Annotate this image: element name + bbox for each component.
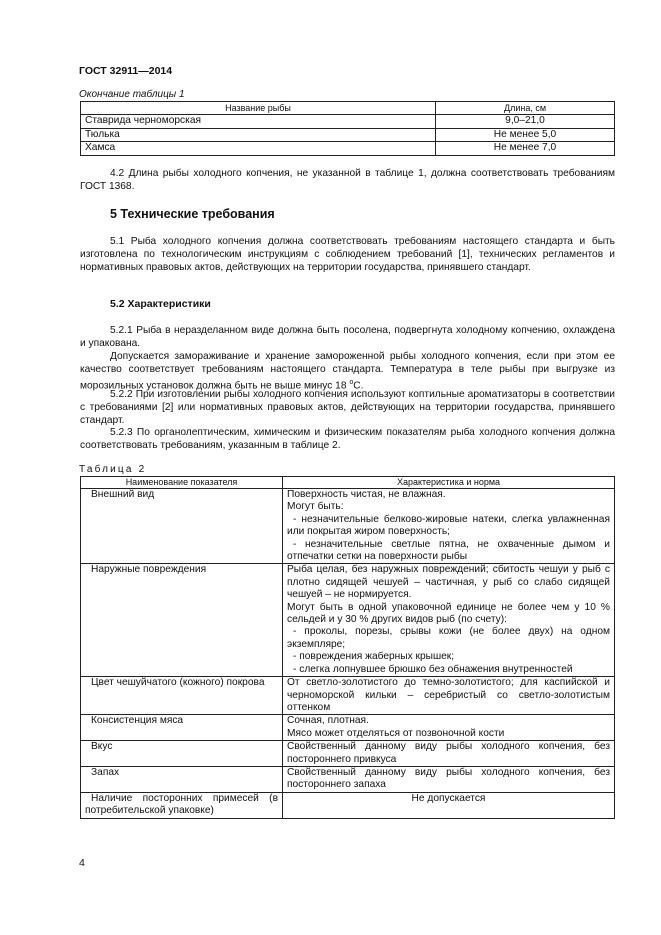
table-row [81, 489, 615, 564]
norm-cell: Свойственный данному виду рыбы холодного копчения, без постороннего привкуса [283, 741, 615, 767]
section-5-2-heading: 5.2 Характеристики [110, 298, 211, 310]
paragraph-freezing: Допускается замораживание и хранение замороженной рыбы холодного копчения, если при этом ее качество соответствует требованиям настоящего стандарта. Температура в теле рыбы при выгрузке из морозильных установок должна быть не выше минус 18 $^о$С. [80, 351, 615, 392]
table-row [81, 766, 615, 792]
section-5-heading: 5 Технические требования [110, 207, 275, 221]
indicator-cell: Наличие посторонних примесей (в потребительской упаковке) [81, 792, 283, 818]
table1-caption: Окончание таблицы 1 [79, 89, 185, 100]
table1 [80, 101, 615, 156]
document-header: ГОСТ 32911—2014 [79, 65, 173, 77]
table2-caption: Таблица 2 [79, 464, 147, 475]
fish-length-cell: Не менее 5,0 [436, 128, 615, 142]
table-row [81, 715, 615, 741]
indicator-cell: Цвет чешуйчатого (кожного) покрова [81, 677, 283, 715]
fish-name-cell: Хамса [81, 142, 436, 156]
fish-name-cell: Тюлька [81, 128, 436, 142]
paragraph-5-2-3: 5.2.3 По органолептическим, химическим и физическим показателям рыба холодного копчения должна соответствовать требованиям, указанным в таблице 2. [80, 427, 615, 452]
norm-cell: От светло-золотистого до темно-золотистого; для каспийской и черноморской кильки – серебристый со светло-золотистым оттенком [283, 677, 615, 715]
paragraph-5-1: 5.1 Рыба холодного копчения должна соответствовать требованиям настоящего стандарта и быть изготовлена по технологическим инструкциям с соблюдением требований [1], технических регламентов и нормативных правовых актов, действующих на территории государства, принявшего стандарт. [80, 236, 615, 274]
paragraph-5-2-1: 5.2.1 Рыба в неразделанном виде должна быть посолена, подвергнута холодному копчению, охлаждена и упакована. [80, 325, 615, 350]
indicator-cell: Внешний вид [81, 489, 283, 564]
fish-name-cell: Ставрида черноморская [81, 115, 436, 129]
indicator-cell: Запах [81, 766, 283, 792]
table-row [81, 677, 615, 715]
table-row [81, 115, 615, 129]
indicator-cell: Наружные повреждения [81, 564, 283, 677]
table-row [81, 128, 615, 142]
paragraph-5-2-2: 5.2.2 При изготовлении рыбы холодного копчения используют коптильные ароматизаторы в соответствии с требованиями [2] или нормативных правовых актов, действующих на территории государства, принявшего стандарт. [80, 389, 615, 427]
table-row [81, 792, 615, 818]
norm-cell: Поверхность чистая, не влажная. Могут быть: - незначительные белково-жировые натеки, слегка увлажненная или покрытая жиром поверхность; - незначительные светлые пятна, не охваченные дымом и отпечатки сетки на поверхности рыбы [283, 489, 615, 564]
table1-header-name: Название рыбы [81, 102, 436, 115]
table2 [80, 476, 615, 819]
norm-cell: Не допускается [283, 792, 615, 818]
table-row [81, 142, 615, 156]
norm-cell: Сочная, плотная. Мясо может отделяться от позвоночной кости [283, 715, 615, 741]
norm-cell: Рыба целая, без наружных повреждений; сбитость чешуи у рыб с плотно сидящей чешуей – частичная, у рыб со слабо сидящей чешуей – не нормируется. Могут быть в одной упаковочной единице не более чем у 10 % сельдей и у 30 % других видов рыб (по счету): - проколы, порезы, срывы кожи (не более двух) на одном экземпляре; - повреждения жаберных крышек; - слегка лопнувшее брюшко без обнажения внутренностей [283, 564, 615, 677]
table-row [81, 741, 615, 767]
fish-length-cell: 9,0–21,0 [436, 115, 615, 129]
indicator-cell: Консистенция мяса [81, 715, 283, 741]
norm-cell: Свойственный данному виду рыбы холодного копчения, без постороннего запаха [283, 766, 615, 792]
table2-header-norm: Характеристика и норма [283, 477, 615, 489]
table2-header-indicator: Наименование показателя [81, 477, 283, 489]
page-number: 4 [79, 857, 85, 869]
paragraph-4-2: 4.2 Длина рыбы холодного копчения, не указанной в таблице 1, должна соответствовать требованиям ГОСТ 1368. [80, 168, 615, 193]
table1-header-length: Длина, см [436, 102, 615, 115]
fish-length-cell: Не менее 7,0 [436, 142, 615, 156]
table-row [81, 564, 615, 677]
indicator-cell: Вкус [81, 741, 283, 767]
